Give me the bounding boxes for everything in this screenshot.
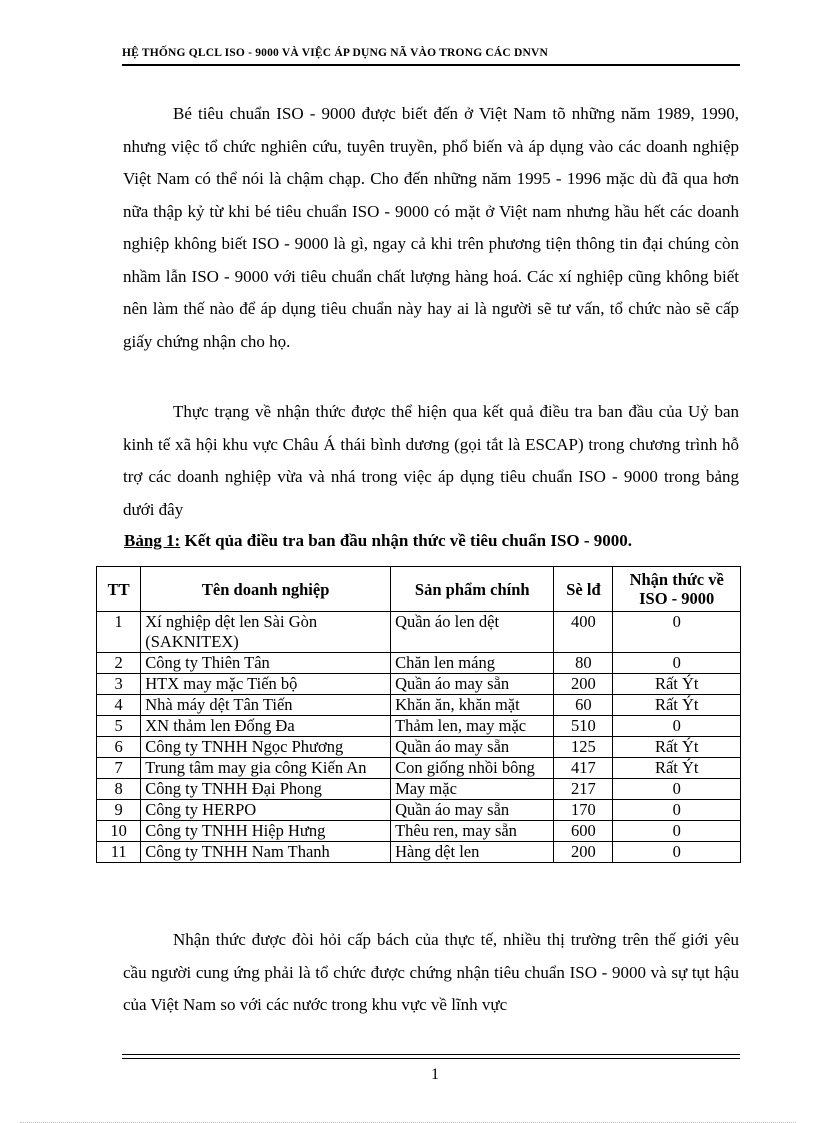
cell-main-product: Quần áo may sẵn [391, 800, 554, 821]
cell-company-name: XN thảm len Đống Đa [141, 716, 391, 737]
cell-employees: 60 [554, 695, 613, 716]
cell-company-name: Công ty TNHH Hiệp Hưng [141, 821, 391, 842]
table-caption [124, 531, 632, 551]
header-awareness: Nhận thức về ISO - 9000 [613, 567, 741, 612]
cell-tt: 1 [97, 612, 141, 653]
cell-employees: 200 [554, 674, 613, 695]
table-row [97, 821, 741, 842]
table-row [97, 612, 741, 653]
cell-main-product: Quần áo may sẵn [391, 737, 554, 758]
cell-awareness: 0 [613, 653, 741, 674]
cell-company-name: Công ty HERPO [141, 800, 391, 821]
cell-awareness: Rất Ýt [613, 758, 741, 779]
cell-employees: 200 [554, 842, 613, 863]
cell-tt: 7 [97, 758, 141, 779]
cell-company-name: Trung tâm may gia công Kiến An [141, 758, 391, 779]
cell-awareness: Rất Ýt [613, 674, 741, 695]
cell-tt: 4 [97, 695, 141, 716]
cell-employees: 217 [554, 779, 613, 800]
cell-company-name: Công ty Thiên Tân [141, 653, 391, 674]
cell-main-product: Chăn len máng [391, 653, 554, 674]
table-row [97, 695, 741, 716]
cell-main-product: Con giống nhồi bông [391, 758, 554, 779]
cell-main-product: Thêu ren, may sẵn [391, 821, 554, 842]
table-row [97, 779, 741, 800]
table-caption-label: Bảng 1: [124, 531, 181, 550]
header-main-product: Sản phẩm chính [391, 567, 554, 612]
header-employees: Sè lđ [554, 567, 613, 612]
table-row [97, 842, 741, 863]
cell-employees: 417 [554, 758, 613, 779]
table-row [97, 737, 741, 758]
footer-rule [122, 1058, 740, 1059]
table-caption-text: Kết qủa điều tra ban đầu nhận thức về tiêu chuẩn ISO - 9000. [180, 531, 633, 550]
cell-company-name: Công ty TNHH Ngọc Phương [141, 737, 391, 758]
cell-main-product: Quần áo len dệt [391, 612, 554, 653]
cell-employees: 600 [554, 821, 613, 842]
paragraph-survey: Thực trạng về nhận thức được thể hiện qua kết quả điều tra ban đầu của Uỷ ban kinh tế xã hội khu vực Châu Á thái bình dương (gọi tắt là ESCAP) trong chương trình hỗ trợ các doanh nghiệp vừa và nhá trong việc áp dụng tiêu chuẩn ISO - 9000 trong bảng dưới đây [123, 402, 739, 519]
cell-tt: 6 [97, 737, 141, 758]
cell-company-name: Xí nghiệp dệt len Sài Gòn (SAKNITEX) [141, 612, 391, 653]
header-company-name: Tên doanh nghiệp [141, 567, 391, 612]
cell-awareness: 0 [613, 821, 741, 842]
cell-awareness: Rất Ýt [613, 737, 741, 758]
cell-company-name: HTX may mặc Tiến bộ [141, 674, 391, 695]
paragraph-intro: Bé tiêu chuẩn ISO - 9000 được biết đến ở Việt Nam tõ những năm 1989, 1990, nhưng việc tổ chức nghiên cứu, tuyên truyền, phổ biến và áp dụng vào các doanh nghiệp Việt Nam có thể nói là chậm chạp. Cho đến những năm 1995 - 1996 mặc dù đã qua hơn nữa thập kỷ từ khi bé tiêu chuẩn ISO - 9000 có mặt ở Việt nam nhưng hầu hết các doanh nghiệp không biết ISO - 9000 là gì, ngay cả khi trên phương tiện thông tin đại chúng còn nhầm lẫn ISO - 9000 với tiêu chuẩn chất lượng hàng hoá. Các xí nghiệp cũng không biết nên làm thế nào để áp dụng tiêu chuẩn này hay ai là người sẽ tư vấn, tổ chức nào sẽ cấp giấy chứng nhận cho họ. [123, 104, 739, 351]
cell-company-name: Nhà máy dệt Tân Tiến [141, 695, 391, 716]
survey-table [96, 566, 741, 863]
table-header-row [97, 567, 741, 612]
table-row [97, 758, 741, 779]
cell-employees: 80 [554, 653, 613, 674]
cell-awareness: 0 [613, 612, 741, 653]
cell-awareness: 0 [613, 779, 741, 800]
cell-tt: 10 [97, 821, 141, 842]
cell-employees: 510 [554, 716, 613, 737]
table-row [97, 800, 741, 821]
paragraph-conclusion: Nhận thức được đòi hỏi cấp bách của thực tế, nhiều thị trường trên thế giới yêu cầu người cung ứng phải là tổ chức được chứng nhận tiêu chuẩn ISO - 9000 và sự tụt hậu của Việt Nam so với các nước trong khu vực về lĩnh vực [123, 930, 739, 1014]
cell-awareness: 0 [613, 716, 741, 737]
table-row [97, 674, 741, 695]
footer-rule [122, 1054, 740, 1055]
header-tt: TT [97, 567, 141, 612]
cell-main-product: Khăn ăn, khăn mặt [391, 695, 554, 716]
cell-tt: 3 [97, 674, 141, 695]
cell-tt: 5 [97, 716, 141, 737]
page-number: 1 [431, 1066, 439, 1083]
cell-company-name: Công ty TNHH Nam Thanh [141, 842, 391, 863]
cell-main-product: May mặc [391, 779, 554, 800]
cell-tt: 2 [97, 653, 141, 674]
cell-tt: 11 [97, 842, 141, 863]
cell-employees: 125 [554, 737, 613, 758]
cell-main-product: Quần áo may sẵn [391, 674, 554, 695]
cell-main-product: Thảm len, may mặc [391, 716, 554, 737]
header-rule [122, 64, 740, 66]
cell-tt: 8 [97, 779, 141, 800]
table-row [97, 716, 741, 737]
table-row [97, 653, 741, 674]
cell-tt: 9 [97, 800, 141, 821]
cell-awareness: 0 [613, 800, 741, 821]
cell-main-product: Hàng dệt len [391, 842, 554, 863]
cell-awareness: 0 [613, 842, 741, 863]
cell-employees: 170 [554, 800, 613, 821]
cell-employees: 400 [554, 612, 613, 653]
cell-awareness: Rất Ýt [613, 695, 741, 716]
cell-company-name: Công ty TNHH Đại Phong [141, 779, 391, 800]
running-header: HỆ THỐNG QLCL ISO - 9000 VÀ VIỆC ÁP DỤNG NÃ VÀO TRONG CÁC DNVN [122, 47, 549, 59]
